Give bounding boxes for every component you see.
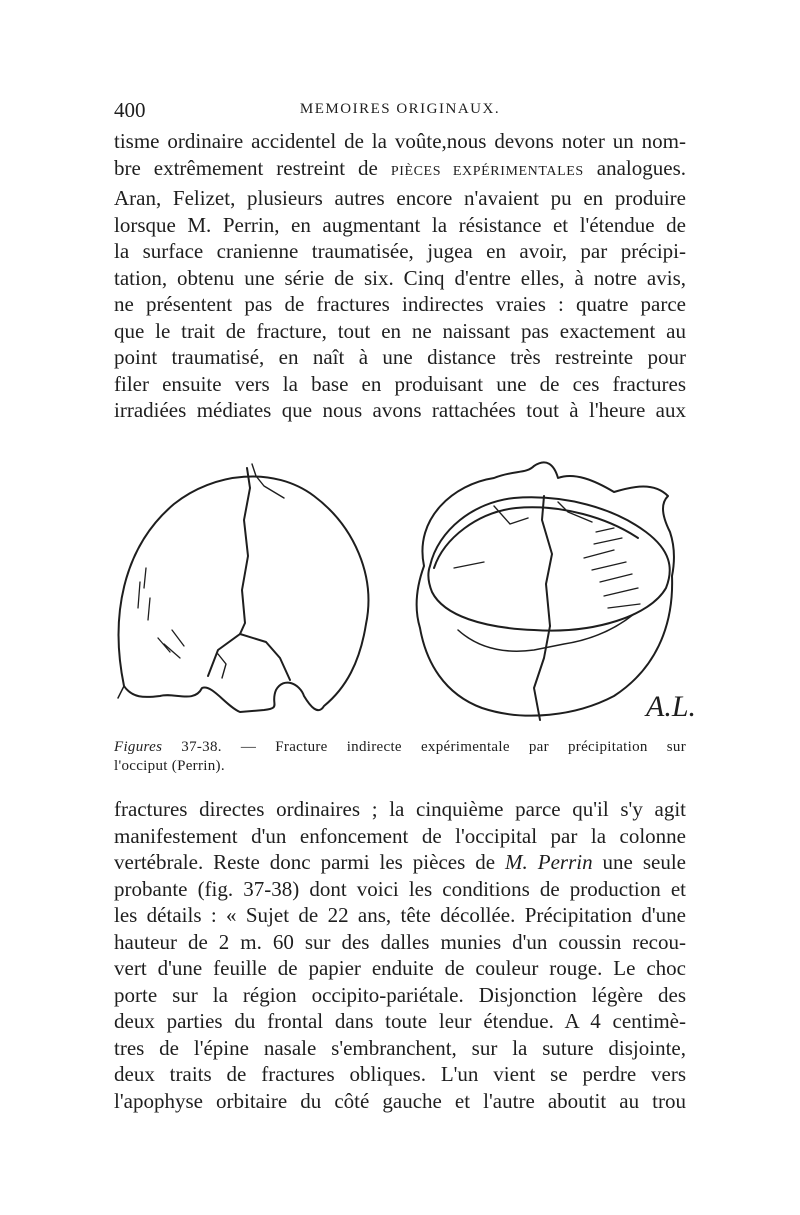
text-line: hauteur de 2 m. 60 sur des dalles munies d'un coussin recou- <box>114 929 686 954</box>
text-line: filer ensuite vers la base en produisant une de ces fractures <box>114 371 686 396</box>
skull-posterior-drawing <box>118 464 368 712</box>
small-caps-term: PIÈCES EXPÉRIMENTALES <box>390 163 584 179</box>
paragraph-top <box>114 128 686 424</box>
text-line: tation, obtenu une série de six. Cinq d'entre elles, à notre avis, <box>114 265 686 290</box>
skull-illustrations <box>114 458 697 728</box>
text-line: deux parties du frontal dans toute leur étendue. A 4 centimè- <box>114 1009 686 1033</box>
text-line: deux traits de fractures obliques. L'un vient se perdre vers <box>114 1062 686 1086</box>
text-line: porte sur la région occipito-pariétale. Disjonction légère des <box>114 982 686 1007</box>
text-line: point traumatisé, en naît à une distance très restreinte pour <box>114 345 686 369</box>
artist-signature: A.L. <box>646 690 697 723</box>
caption-line <box>114 738 686 757</box>
figure-caption <box>114 738 686 776</box>
text-line: la surface cranienne traumatisée, jugea en avoir, par précipi- <box>114 239 686 263</box>
caption-line: l'occiput (Perrin). <box>114 758 225 774</box>
text-line: les détails : « Sujet de 22 ans, tête décollée. Précipitation d'une <box>114 903 686 927</box>
text-line: probante (fig. 37-38) dont voici les conditions de production et <box>114 876 686 901</box>
text-line: manifestement d'un enfoncement de l'occipital par la colonne <box>114 823 686 848</box>
text-line: ne présentent pas de fractures indirectes vraies : quatre parce <box>114 292 686 316</box>
page-number: 400 <box>114 98 146 122</box>
text-line: que le trait de fracture, tout en ne naissant pas exactement au <box>114 318 686 343</box>
running-title: MEMOIRES ORIGINAUX. <box>299 101 501 117</box>
text-line: l'apophyse orbitaire du côté gauche et l'autre aboutit au trou <box>114 1088 686 1113</box>
text-line: vert d'une feuille de papier enduite de couleur rouge. Le choc <box>114 956 686 980</box>
page-header <box>114 98 686 126</box>
text-line <box>114 155 686 186</box>
text-line: lorsque M. Perrin, en augmentant la résistance et l'étendue de <box>114 212 686 237</box>
skull-cap-drawing <box>417 462 674 720</box>
figure-37-38 <box>114 458 697 728</box>
author-name: M. Perrin <box>505 850 593 874</box>
text-line: irradiées médiates que nous avons rattachées tout à l'heure aux <box>114 398 686 422</box>
text-run: bre extrêmement restreint de <box>114 155 391 180</box>
text-line: tres de l'épine nasale s'embranchent, sur la suture disjointe, <box>114 1035 686 1060</box>
caption-label: Figures <box>114 739 163 755</box>
text-line: tisme ordinaire accidentel de la voûte,nous devons noter un nom- <box>114 129 686 153</box>
paragraph-bottom <box>114 796 686 1114</box>
text-line <box>114 849 686 876</box>
text-run: vertébrale. Reste donc parmi les pièces de <box>114 850 506 874</box>
text-line: Aran, Felizet, plusieurs autres encore n'avaient pu en produire <box>114 186 686 210</box>
text-line: fractures directes ordinaires ; la cinquième parce qu'il s'y agit <box>114 797 686 821</box>
text-run: une seule <box>592 850 686 874</box>
text-run: analogues. <box>583 155 686 180</box>
caption-text: 37-38. — Fracture indirecte expérimentale par précipitation sur <box>162 739 686 755</box>
